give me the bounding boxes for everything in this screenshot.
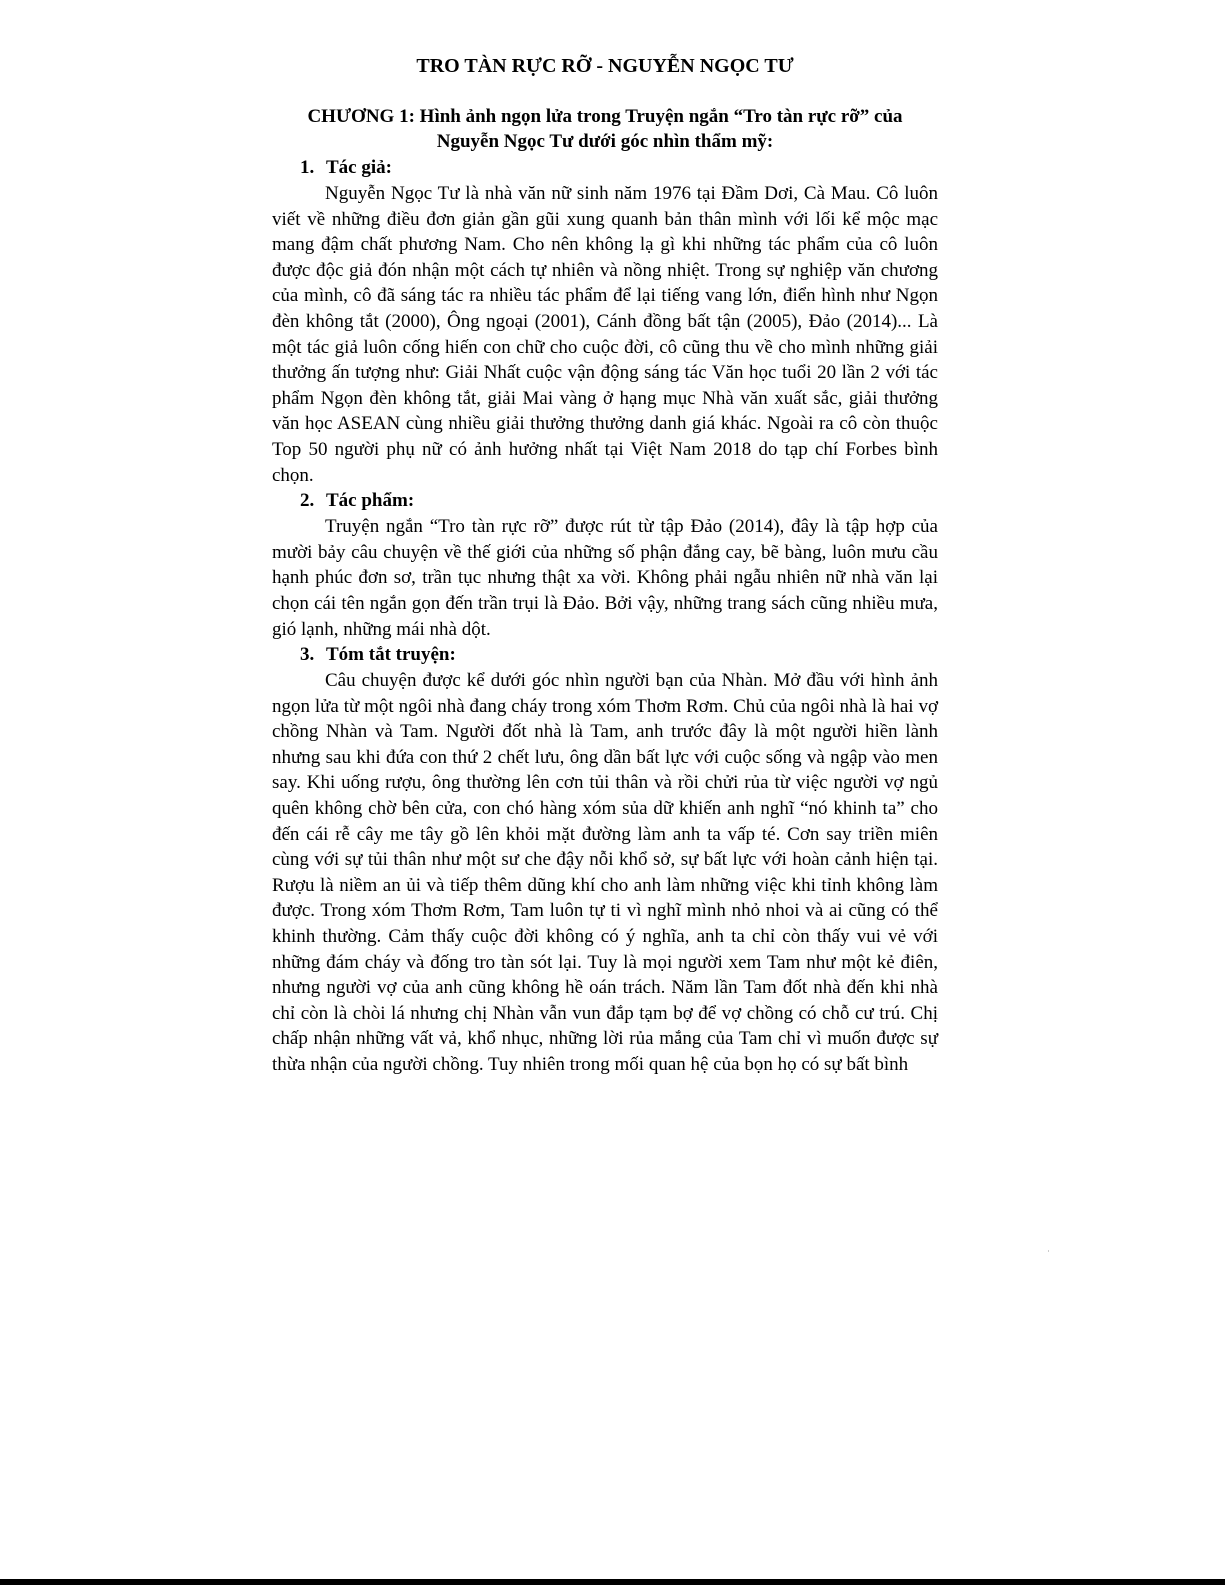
section-heading-text: Tác giả: [326, 157, 392, 178]
scan-bottom-edge [0, 1579, 1225, 1585]
section-heading-text: Tóm tắt truyện: [326, 644, 456, 666]
scan-speck [1048, 1250, 1049, 1252]
chapter-title-line-2: Nguyễn Ngọc Tư dưới góc nhìn thẩm mỹ: [436, 131, 774, 152]
chapter-title-line-1: CHƯƠNG 1: Hình ảnh ngọn lửa trong Truyện ngắn “Tro tàn rực rỡ” của [307, 106, 903, 127]
document-content [272, 52, 938, 1078]
section-paragraph-author: Nguyễn Ngọc Tư là nhà văn nữ sinh năm 1976 tại Đầm Dơi, Cà Mau. Cô luôn viết về những điều đơn giản gần gũi xung quanh bản thân mình với lối kể mộc mạc mang đậm chất phương Nam. Cho nên không lạ gì khi những tác phẩm của cô luôn được độc giả đón nhận một cách tự nhiên và nồng nhiệt. Trong sự nghiệp văn chương của mình, cô đã sáng tác ra nhiều tác phẩm để lại tiếng vang lớn, điển hình như Ngọn đèn không tắt (2000), Ông ngoại (2001), Cánh đồng bất tận (2005), Đảo (2014)... Là một tác giả luôn cống hiến con chữ cho cuộc đời, cô cũng thu về cho mình những giải thưởng ấn tượng như: Giải Nhất cuộc vận động sáng tác Văn học tuổi 20 lần 2 với tác phẩm Ngọn đèn không tắt, giải Mai vàng ở hạng mục Nhà văn xuất sắc, giải thưởng văn học ASEAN cùng nhiều giải thưởng thưởng danh giá khác. Ngoài ra cô còn thuộc Top 50 người phụ nữ có ảnh hưởng nhất tại Việt Nam 2018 do tạp chí Forbes bình chọn. [272, 183, 938, 486]
section-heading-work [272, 488, 938, 514]
section-paragraph-summary: Câu chuyện được kể dưới góc nhìn người bạn của Nhàn. Mở đầu với hình ảnh ngọn lửa từ một ngôi nhà đang cháy trong xóm Thơm Rơm. Chủ của ngôi nhà là hai vợ chồng Nhàn và Tam. Người đốt nhà là Tam, anh trước đây là một người hiền lành nhưng sau khi đứa con thứ 2 chết lưu, ông dần bất lực với cuộc sống và ngập vào men say. Khi uống rượu, ông thường lên cơn tủi thân và rồi chửi rủa từ việc người vợ ngủ quên không chờ bên cửa, con chó hàng xóm sủa dữ khiến anh nghĩ “nó khinh ta” cho đến cái rễ cây me tây gồ lên khỏi mặt đường làm anh ta vấp té. Cơn say triền miên cùng với sự tủi thân như một sư che đậy nỗi khổ sở, sự bất lực với hoàn cảnh hiện tại. Rượu là niềm an ủi và tiếp thêm dũng khí cho anh làm những việc khi tỉnh không làm được. Trong xóm Thơm Rơm, Tam luôn tự ti vì nghĩ mình nhỏ nhoi và ai cũng có thể khinh thường. Cảm thấy cuộc đời không có ý nghĩa, anh ta chỉ còn thấy vui vẻ với những đám cháy và đống tro tàn sót lại. Tuy là mọi người xem Tam như một kẻ điên, nhưng người vợ của anh cũng không hề oán trách. Năm lần Tam đốt nhà đến khi nhà chỉ còn là chòi lá nhưng chị Nhàn vẫn vun đắp tạm bợ để vợ chồng có chỗ cư trú. Chị chấp nhận những vất vả, khổ nhục, những lời rủa mắng của Tam chỉ vì muốn được sự thừa nhận của người chồng. Tuy nhiên trong mối quan hệ của bọn họ có sự bất bình [272, 670, 938, 1075]
section-heading-text: Tác phẩm: [326, 490, 415, 512]
chapter-title [272, 104, 938, 154]
section-paragraph-work: Truyện ngắn “Tro tàn rực rỡ” được rút từ tập Đảo (2014), đây là tập hợp của mười bảy câu chuyện về thế giới của những số phận đắng cay, bẽ bàng, luôn mưu cầu hạnh phúc đơn sơ, trần tục nhưng thật xa vời. Không phải ngẫu nhiên nữ nhà văn lại chọn cái tên ngắn gọn đến trần trụi là Đảo. Bởi vậy, những trang sách cũng nhiều mưa, gió lạnh, những mái nhà dột. [272, 516, 938, 640]
section-heading-summary [272, 642, 938, 668]
section-heading-author [272, 155, 938, 181]
section-number: 3. [300, 644, 315, 666]
section-number: 1. [300, 157, 315, 178]
section-number: 2. [300, 490, 315, 512]
document-title: TRO TÀN RỰC RỠ - NGUYỄN NGỌC TƯ [416, 55, 794, 77]
